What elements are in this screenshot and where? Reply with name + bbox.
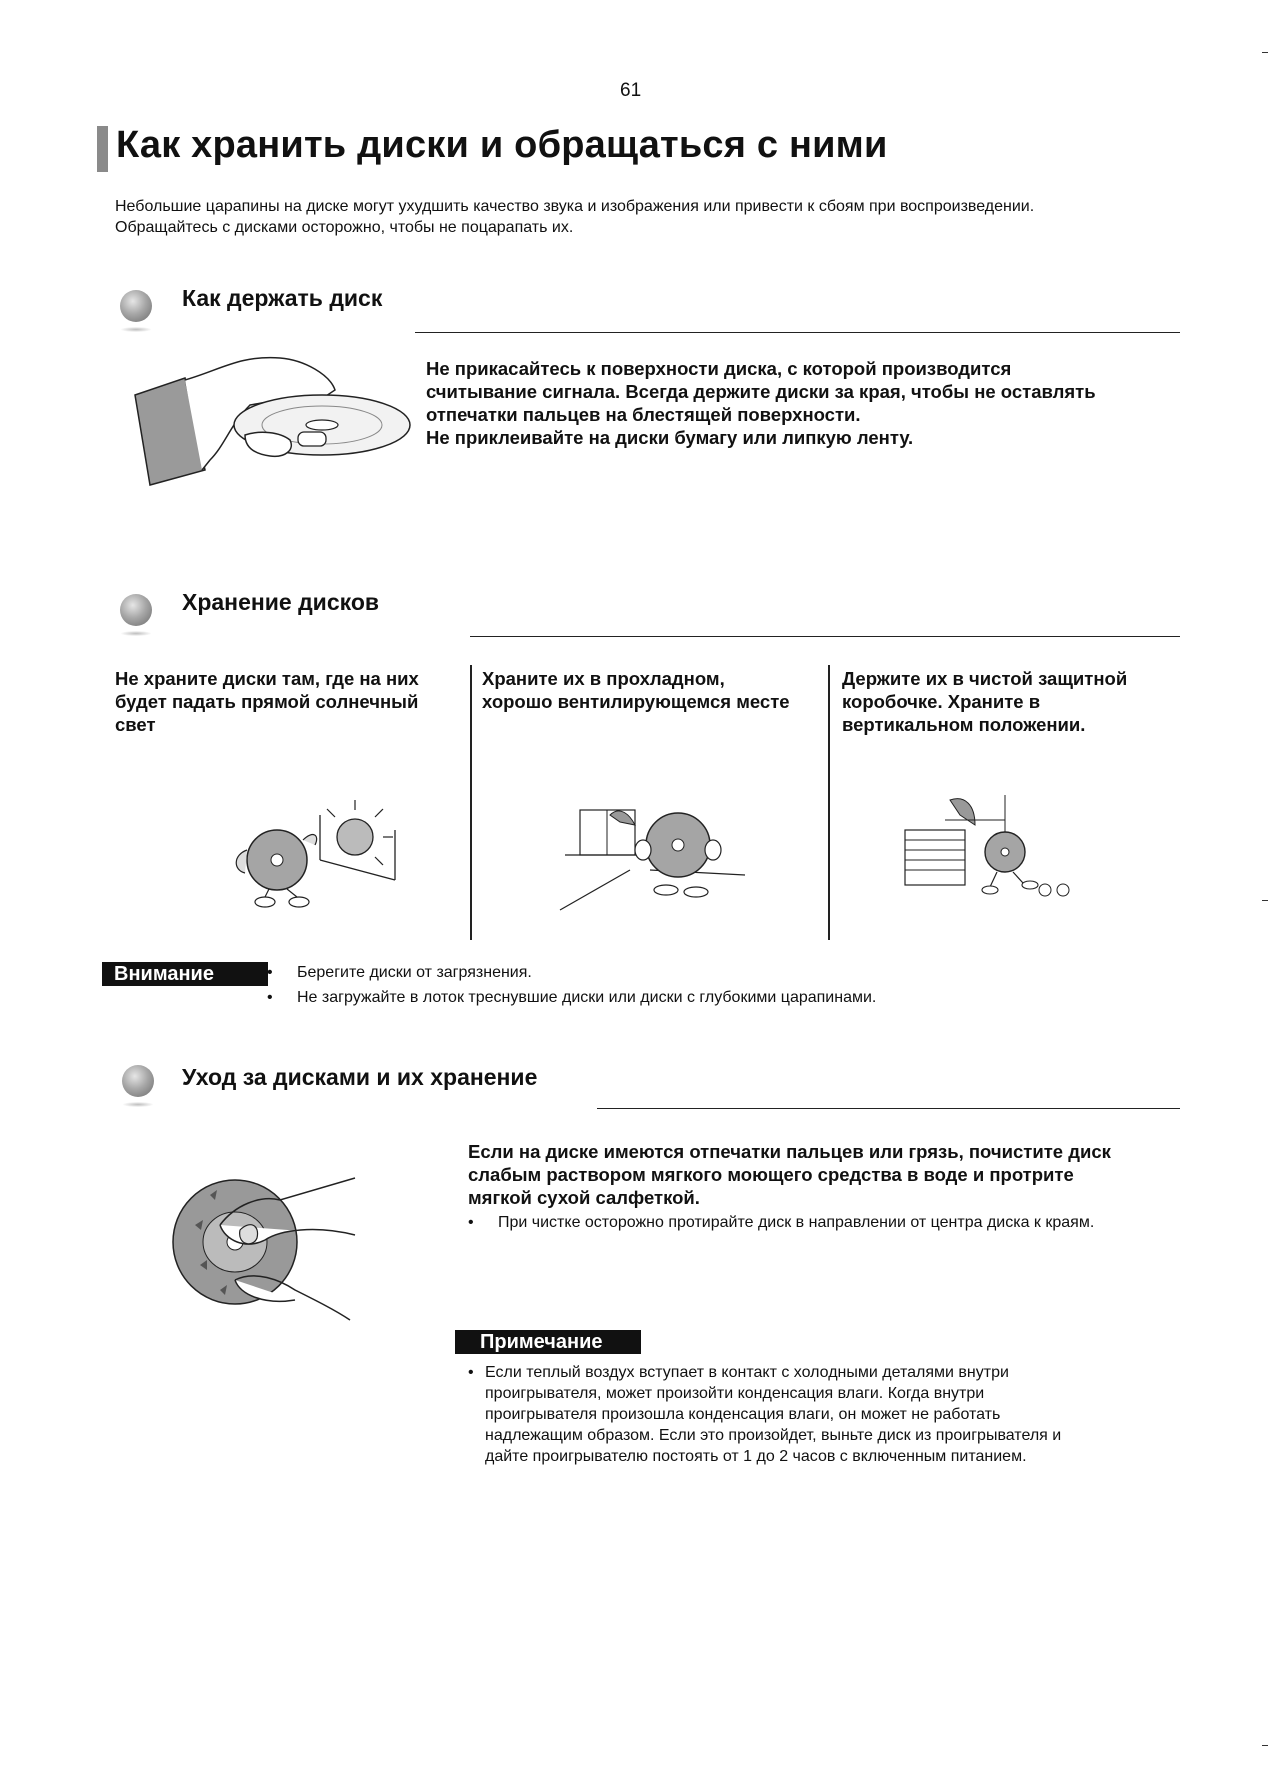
section-divider <box>415 332 1180 333</box>
note-paragraph <box>468 1362 1148 1467</box>
hand-holding-disc-illustration <box>130 350 420 490</box>
section-bullet-icon <box>122 1065 154 1097</box>
section-bullet-shadow <box>121 327 151 332</box>
section-title-storage: Хранение дисков <box>182 589 380 615</box>
section-divider <box>597 1108 1180 1109</box>
cleaning-disc-illustration <box>165 1170 365 1335</box>
intro-line: Небольшие царапины на диске могут ухудшить качество звука и изображения или привести к сбоям при воспроизведении. <box>115 198 1035 215</box>
storage-column-1 <box>115 667 460 736</box>
disc-character-window-illustration <box>560 800 750 915</box>
care-text-line: Если на диске имеются отпечатки пальцев или грязь, почистите диск <box>468 1141 1111 1162</box>
care-text-line: мягкой сухой салфеткой. <box>468 1187 700 1208</box>
note-line: проигрывателя произошла конденсация влаги, он может не работать <box>485 1406 1001 1423</box>
care-bullet-list <box>468 1210 1228 1235</box>
storage-column-3 <box>842 667 1187 736</box>
intro-line: Обращайтесь с дисками осторожно, чтобы не поцарапать их. <box>115 219 574 236</box>
holding-text-line: отпечатки пальцев на блестящей поверхности. <box>426 404 861 425</box>
section-bullet-icon <box>120 290 152 322</box>
storage-col1-line: свет <box>115 714 156 735</box>
page-number: 61 <box>620 80 642 101</box>
caution-item: • Берегите диски от загрязнения. <box>267 960 1167 985</box>
section-bullet-icon <box>120 594 152 626</box>
care-bullet-item: • При чистке осторожно протирайте диск в направлении от центра диска к краям. <box>468 1210 1228 1235</box>
note-line: проигрывателя, может произойти конденсация влаги. Когда внутри <box>485 1385 985 1402</box>
holding-text-line: считывание сигнала. Всегда держите диски за края, чтобы не оставлять <box>426 381 1096 402</box>
care-text-line: слабым раствором мягкого моющего средства в воде и протрите <box>468 1164 1074 1185</box>
storage-col1-line: Не храните диски там, где на них <box>115 668 419 689</box>
caution-item: • Не загружайте в лоток треснувшие диски или диски с глубокими царапинами. <box>267 985 1167 1010</box>
section-divider <box>470 636 1180 637</box>
page-title: Как хранить диски и обращаться с ними <box>116 124 888 166</box>
disc-character-case-illustration <box>905 795 1085 910</box>
disc-character-sun-illustration <box>225 795 405 915</box>
section-bullet-shadow <box>123 1102 153 1107</box>
margin-mark <box>1262 900 1268 901</box>
note-line: надлежащим образом. Если это произойдет, выньте диск из проигрывателя и <box>485 1427 1062 1444</box>
holding-text <box>426 357 1206 449</box>
storage-col3-line: Держите их в чистой защитной <box>842 668 1128 689</box>
storage-col1-line: будет падать прямой солнечный <box>115 691 419 712</box>
note-line: Если теплый воздух вступает в контакт с холодными деталями внутри <box>485 1364 1009 1381</box>
column-divider <box>828 665 830 940</box>
storage-col2-line: хорошо вентилирующемся месте <box>482 691 790 712</box>
title-accent-bar <box>97 126 108 172</box>
storage-col2-line: Храните их в прохладном, <box>482 668 725 689</box>
holding-text-line: Не приклеивайте на диски бумагу или липкую ленту. <box>426 427 914 448</box>
column-divider <box>470 665 472 940</box>
caution-label: Внимание <box>102 962 268 986</box>
storage-column-2 <box>482 667 827 713</box>
care-text <box>468 1140 1208 1209</box>
storage-col3-line: коробочке. Храните в <box>842 691 1041 712</box>
storage-col3-line: вертикальном положении. <box>842 714 1086 735</box>
section-title-holding: Как держать диск <box>182 285 383 311</box>
section-title-care: Уход за дисками и их хранение <box>182 1064 538 1090</box>
section-bullet-shadow <box>121 631 151 636</box>
note-text <box>468 1362 1148 1467</box>
caution-list <box>267 960 1167 1010</box>
holding-text-line: Не прикасайтесь к поверхности диска, с которой производится <box>426 358 1012 379</box>
margin-mark <box>1262 52 1268 53</box>
margin-mark <box>1262 1745 1268 1746</box>
note-line: дайте проигрывателю постоять от 1 до 2 часов с включенным питанием. <box>485 1448 1027 1465</box>
note-label: Примечание <box>455 1330 641 1354</box>
intro-paragraph <box>115 196 1195 238</box>
note-bullet-icon: • <box>468 1364 474 1381</box>
